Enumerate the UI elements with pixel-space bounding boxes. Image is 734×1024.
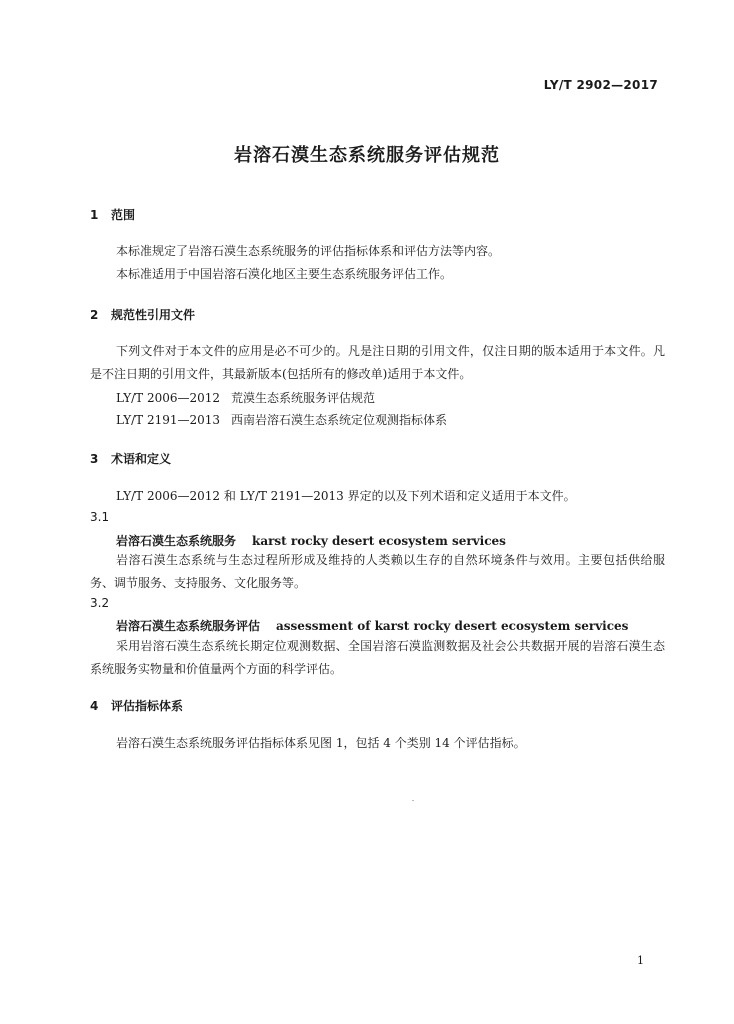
reference-item: [116, 411, 447, 428]
section-number: 2: [90, 308, 99, 322]
standard-code: LY/T 2902—2017: [543, 78, 658, 92]
term-number: 3.2: [90, 596, 110, 610]
scan-speck: [412, 800, 414, 801]
section-title: 术语和定义: [111, 452, 172, 466]
section-1-paragraph-1: 本标准规定了岩溶石漠生态系统服务的评估指标体系和评估方法等内容。: [116, 244, 501, 258]
section-number: 1: [90, 208, 99, 222]
section-3-heading: [90, 450, 171, 467]
term-english: assessment of karst rocky desert ecosystem services: [276, 619, 629, 633]
term-chinese: 岩溶石漠生态系统服务评估: [116, 619, 261, 633]
page-number: 1: [637, 954, 644, 967]
section-title: 评估指标体系: [111, 699, 184, 713]
term-heading: [116, 617, 628, 634]
term-definition: 岩溶石漠生态系统与生态过程所形成及维持的人类赖以生存的自然环境条件与效用。主要包括供给服务、调节服务、支持服务、文化服务等。: [90, 553, 665, 590]
section-1-heading: [90, 206, 135, 223]
reference-code: LY/T 2006—2012: [116, 391, 221, 405]
section-4-heading: [90, 697, 183, 714]
section-number: 4: [90, 699, 99, 713]
section-title: 规范性引用文件: [111, 308, 196, 322]
document-title: 岩溶石漠生态系统服务评估规范: [234, 145, 500, 166]
section-2-heading: [90, 306, 195, 323]
section-1-paragraph-2: 本标准适用于中国岩溶石漠化地区主要生态系统服务评估工作。: [116, 267, 453, 281]
reference-title: 西南岩溶石漠生态系统定位观测指标体系: [231, 413, 448, 427]
term-chinese: 岩溶石漠生态系统服务: [116, 534, 237, 548]
section-2-intro: 下列文件对于本文件的应用是必不可少的。凡是注日期的引用文件，仅注日期的版本适用于本文件。凡是不注日期的引用文件，其最新版本(包括所有的修改单)适用于本文件。: [90, 344, 665, 381]
term-number: 3.1: [90, 510, 110, 524]
section-title: 范围: [111, 208, 136, 222]
reference-code: LY/T 2191—2013: [116, 413, 221, 427]
term-definition: 采用岩溶石漠生态系统长期定位观测数据、全国岩溶石漠监测数据及社会公共数据开展的岩溶石漠生态系统服务实物量和价值量两个方面的科学评估。: [90, 639, 665, 676]
section-number: 3: [90, 452, 99, 466]
reference-title: 荒漠生态系统服务评估规范: [231, 391, 376, 405]
reference-item: [116, 389, 375, 406]
section-3-intro: LY/T 2006—2012 和 LY/T 2191—2013 界定的以及下列术语和定义适用于本文件。: [116, 489, 576, 503]
term-heading: [116, 532, 506, 549]
section-4-paragraph: 岩溶石漠生态系统服务评估指标体系见图 1，包括 4 个类别 14 个评估指标。: [116, 736, 526, 750]
term-english: karst rocky desert ecosystem services: [252, 534, 506, 548]
